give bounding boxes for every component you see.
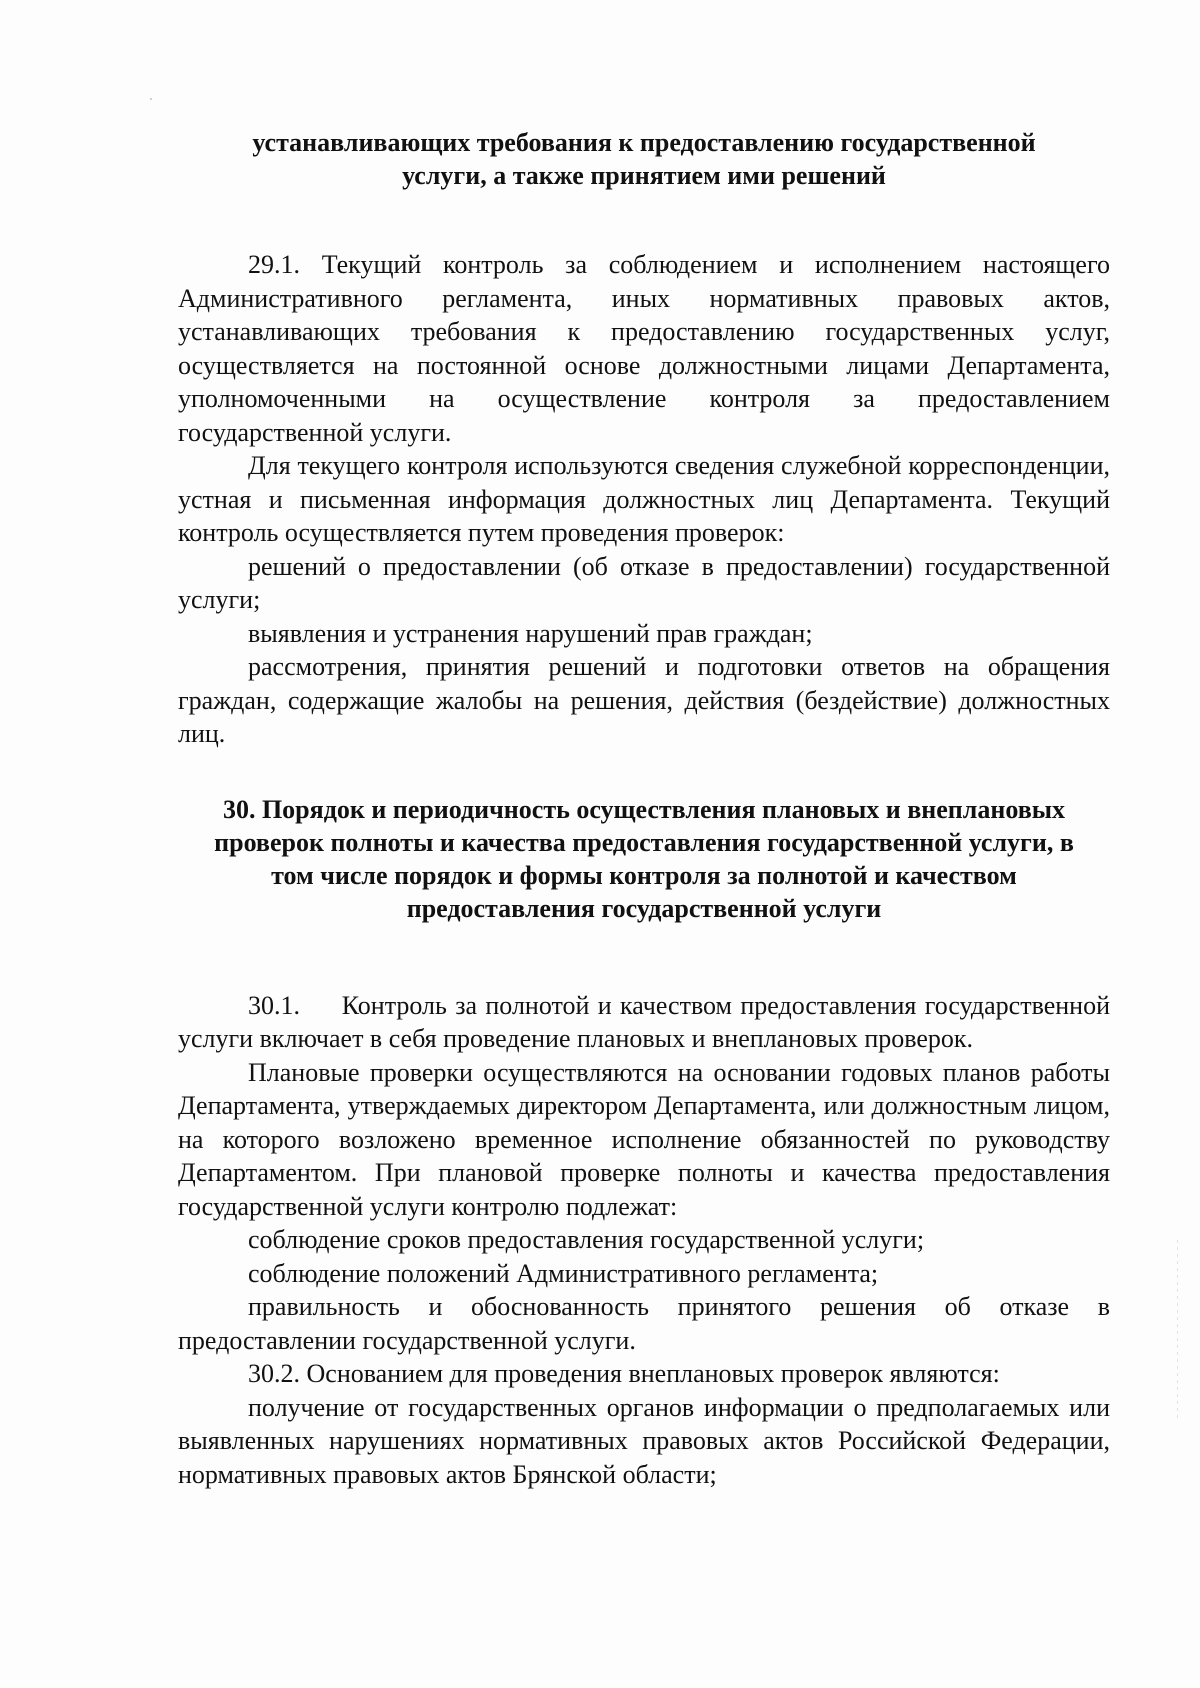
- section-29-heading: [178, 126, 1110, 192]
- heading-line: услуги, а также принятием ими решений: [402, 161, 886, 190]
- heading-line: 30. Порядок и периодичность осуществления плановых и внеплановых: [222, 794, 1066, 824]
- heading-line: том числе порядок и формы контроля за полнотой и качеством: [271, 860, 1017, 890]
- section-30-heading: [178, 793, 1110, 925]
- document-body: [178, 126, 1117, 1491]
- paragraph-appeals: рассмотрения, принятия решений и подготовки ответов на обращения граждан, содержащие жалобы на решения, действия (бездействие) должностных лиц.: [178, 652, 1110, 748]
- heading-line: проверок полноты и качества предоставления государственной услуги, в: [214, 827, 1074, 857]
- heading-line: предоставления государственной услуги: [406, 893, 882, 923]
- scan-edge-noise: [1177, 1240, 1178, 1420]
- paragraph-decisions: решений о предоставлении (об отказе в предоставлении) государственной услуги;: [178, 551, 1110, 614]
- scan-speck: [150, 98, 152, 100]
- paragraph-deadlines: соблюдение сроков предоставления государственной услуги;: [248, 1225, 925, 1254]
- paragraph-refusal-validity: правильность и обоснованность принятого решения об отказе в предоставлении государственной услуги.: [178, 1292, 1110, 1355]
- paragraph-current-control: Для текущего контроля используются сведения служебной корреспонденции, устная и письменная информация должностных лиц Департамента. Текущий контроль осуществляется путем проведения проверок:: [178, 451, 1110, 547]
- paragraph-30-1: 30.1. Контроль за полнотой и качеством предоставления государственной услуги включает в себя проведение плановых и внеплановых проверок.: [178, 990, 1117, 1053]
- paragraph-violations: выявления и устранения нарушений прав граждан;: [248, 618, 813, 648]
- paragraph-regulation-compliance: соблюдение положений Административного регламента;: [248, 1258, 879, 1288]
- paragraph-state-bodies-info: получение от государственных органов информации о предполагаемых или выявленных нарушениях нормативных правовых актов Российской Федерации, нормативных правовых актов Брянской области;: [178, 1392, 1110, 1489]
- paragraph-planned-checks: Плановые проверки осуществляются на основании годовых планов работы Департамента, утверждаемых директором Департамента, или должностным лицом, на которого возложено временное исполнение обязанностей по руководству Департаментом. При плановой проверке полноты и качества предоставления государственной услуги контролю подлежат:: [178, 1057, 1110, 1221]
- heading-line: устанавливающих требования к предоставлению государственной: [252, 128, 1036, 157]
- paragraph-30-2: 30.2. Основанием для проведения внеплановых проверок являются:: [248, 1359, 1000, 1388]
- paragraph-29-1: 29.1. Текущий контроль за соблюдением и исполнением настоящего Административного регламента, иных нормативных правовых актов, устанавливающих требования к предоставлению государственных услуг, осуществляется на постоянной основе должностными лицами Департамента, уполномоченными на осуществление контроля за предоставлением государственной услуги.: [178, 250, 1110, 447]
